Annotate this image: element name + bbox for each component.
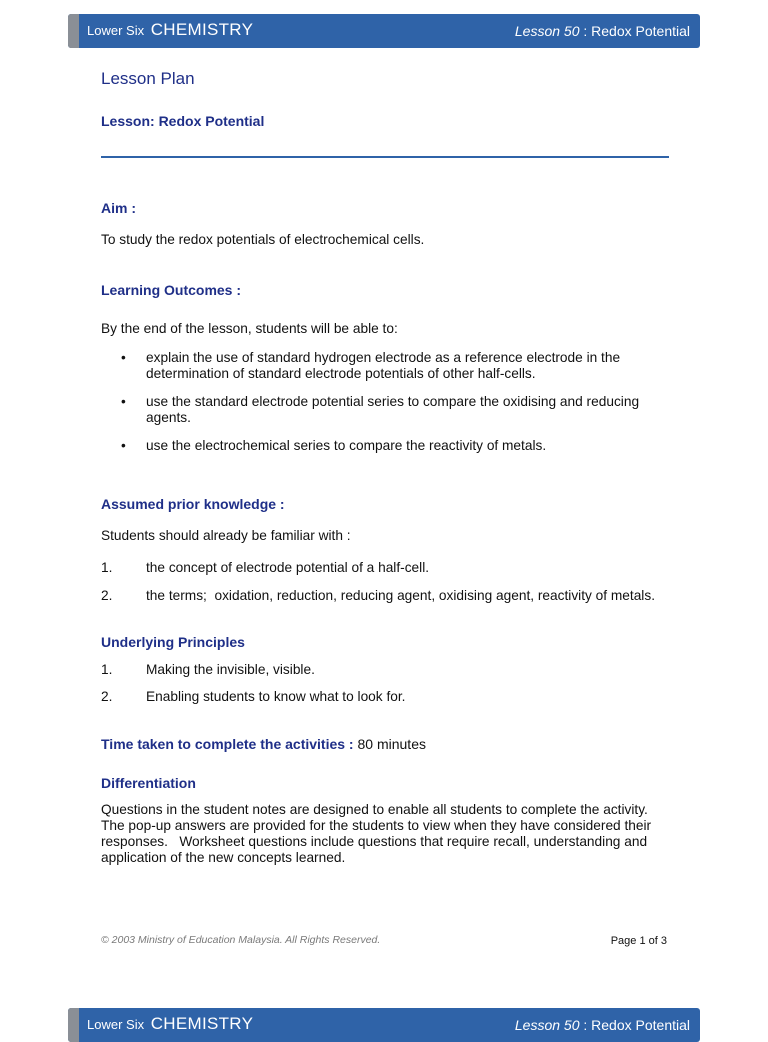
lesson-label: [515, 1017, 690, 1033]
principles-heading: Underlying Principles: [101, 634, 245, 650]
time-taken: [101, 736, 426, 752]
course-label: [87, 1014, 253, 1034]
course-label: [87, 20, 253, 40]
list-item-text: the terms; oxidation, reduction, reducing agent, oxidising agent, reactivity of metals.: [146, 588, 655, 603]
learning-outcomes-intro: By the end of the lesson, students will be able to:: [101, 321, 398, 336]
divider: [101, 156, 669, 158]
banner-edge: [68, 14, 79, 48]
course-name: CHEMISTRY: [150, 1014, 254, 1033]
course-prefix: Lower Six: [87, 1017, 145, 1032]
list-item-text: Making the invisible, visible.: [146, 662, 315, 677]
lesson-number: Lesson 50: [514, 23, 580, 39]
list-item-text: use the standard electrode potential series to compare the oxidising and reducing agents.: [146, 394, 640, 425]
differentiation-text: Questions in the student notes are designed to enable all students to complete the activity. The pop-up answers are provided for the students to view when they have considered their responses. Worksheet questions include questions that require recall, understanding and application of the new concepts learned.: [101, 802, 655, 865]
list-number: 1.: [101, 560, 113, 575]
lesson-title: Redox Potential: [591, 1017, 690, 1033]
list-number: 2.: [101, 588, 113, 603]
banner-edge: [68, 1008, 79, 1042]
list-item-text: explain the use of standard hydrogen electrode as a reference electrode in the determination of standard electrode potentials of other half-cells.: [146, 350, 621, 381]
lesson-separator: :: [579, 23, 592, 39]
page-number: Page 1 of 3: [610, 935, 667, 947]
next-page-header-banner: [68, 1008, 700, 1042]
prior-knowledge-heading: Assumed prior knowledge :: [101, 496, 285, 512]
lesson-number: Lesson 50: [514, 1017, 580, 1033]
learning-outcomes-heading: Learning Outcomes :: [101, 282, 242, 298]
bullet-icon: •: [121, 394, 126, 409]
prior-knowledge-intro: Students should already be familiar with :: [101, 528, 351, 543]
list-number: 2.: [101, 689, 113, 704]
differentiation-heading: Differentiation: [101, 775, 196, 791]
bullet-icon: •: [121, 438, 126, 453]
aim-text: To study the redox potentials of electrochemical cells.: [101, 232, 425, 247]
copyright-notice: © 2003 Ministry of Education Malaysia. All Rights Reserved.: [101, 934, 381, 946]
course-prefix: Lower Six: [87, 23, 145, 38]
list-item-text: use the electrochemical series to compare the reactivity of metals.: [146, 438, 547, 453]
document-title: Lesson Plan: [101, 69, 195, 88]
time-label: Time taken to complete the activities :: [101, 736, 354, 752]
list-item-text: Enabling students to know what to look for.: [146, 689, 406, 704]
header-banner: [68, 14, 700, 48]
course-name: CHEMISTRY: [150, 20, 254, 39]
bullet-icon: •: [121, 350, 126, 365]
aim-heading: Aim :: [101, 200, 136, 216]
time-value: 80 minutes: [357, 736, 426, 752]
lesson-label: [515, 23, 690, 39]
lesson-name: Lesson: Redox Potential: [101, 113, 265, 129]
list-item-text: the concept of electrode potential of a half-cell.: [146, 560, 430, 575]
list-number: 1.: [101, 662, 113, 677]
lesson-title: Redox Potential: [591, 23, 690, 39]
lesson-separator: :: [579, 1017, 592, 1033]
